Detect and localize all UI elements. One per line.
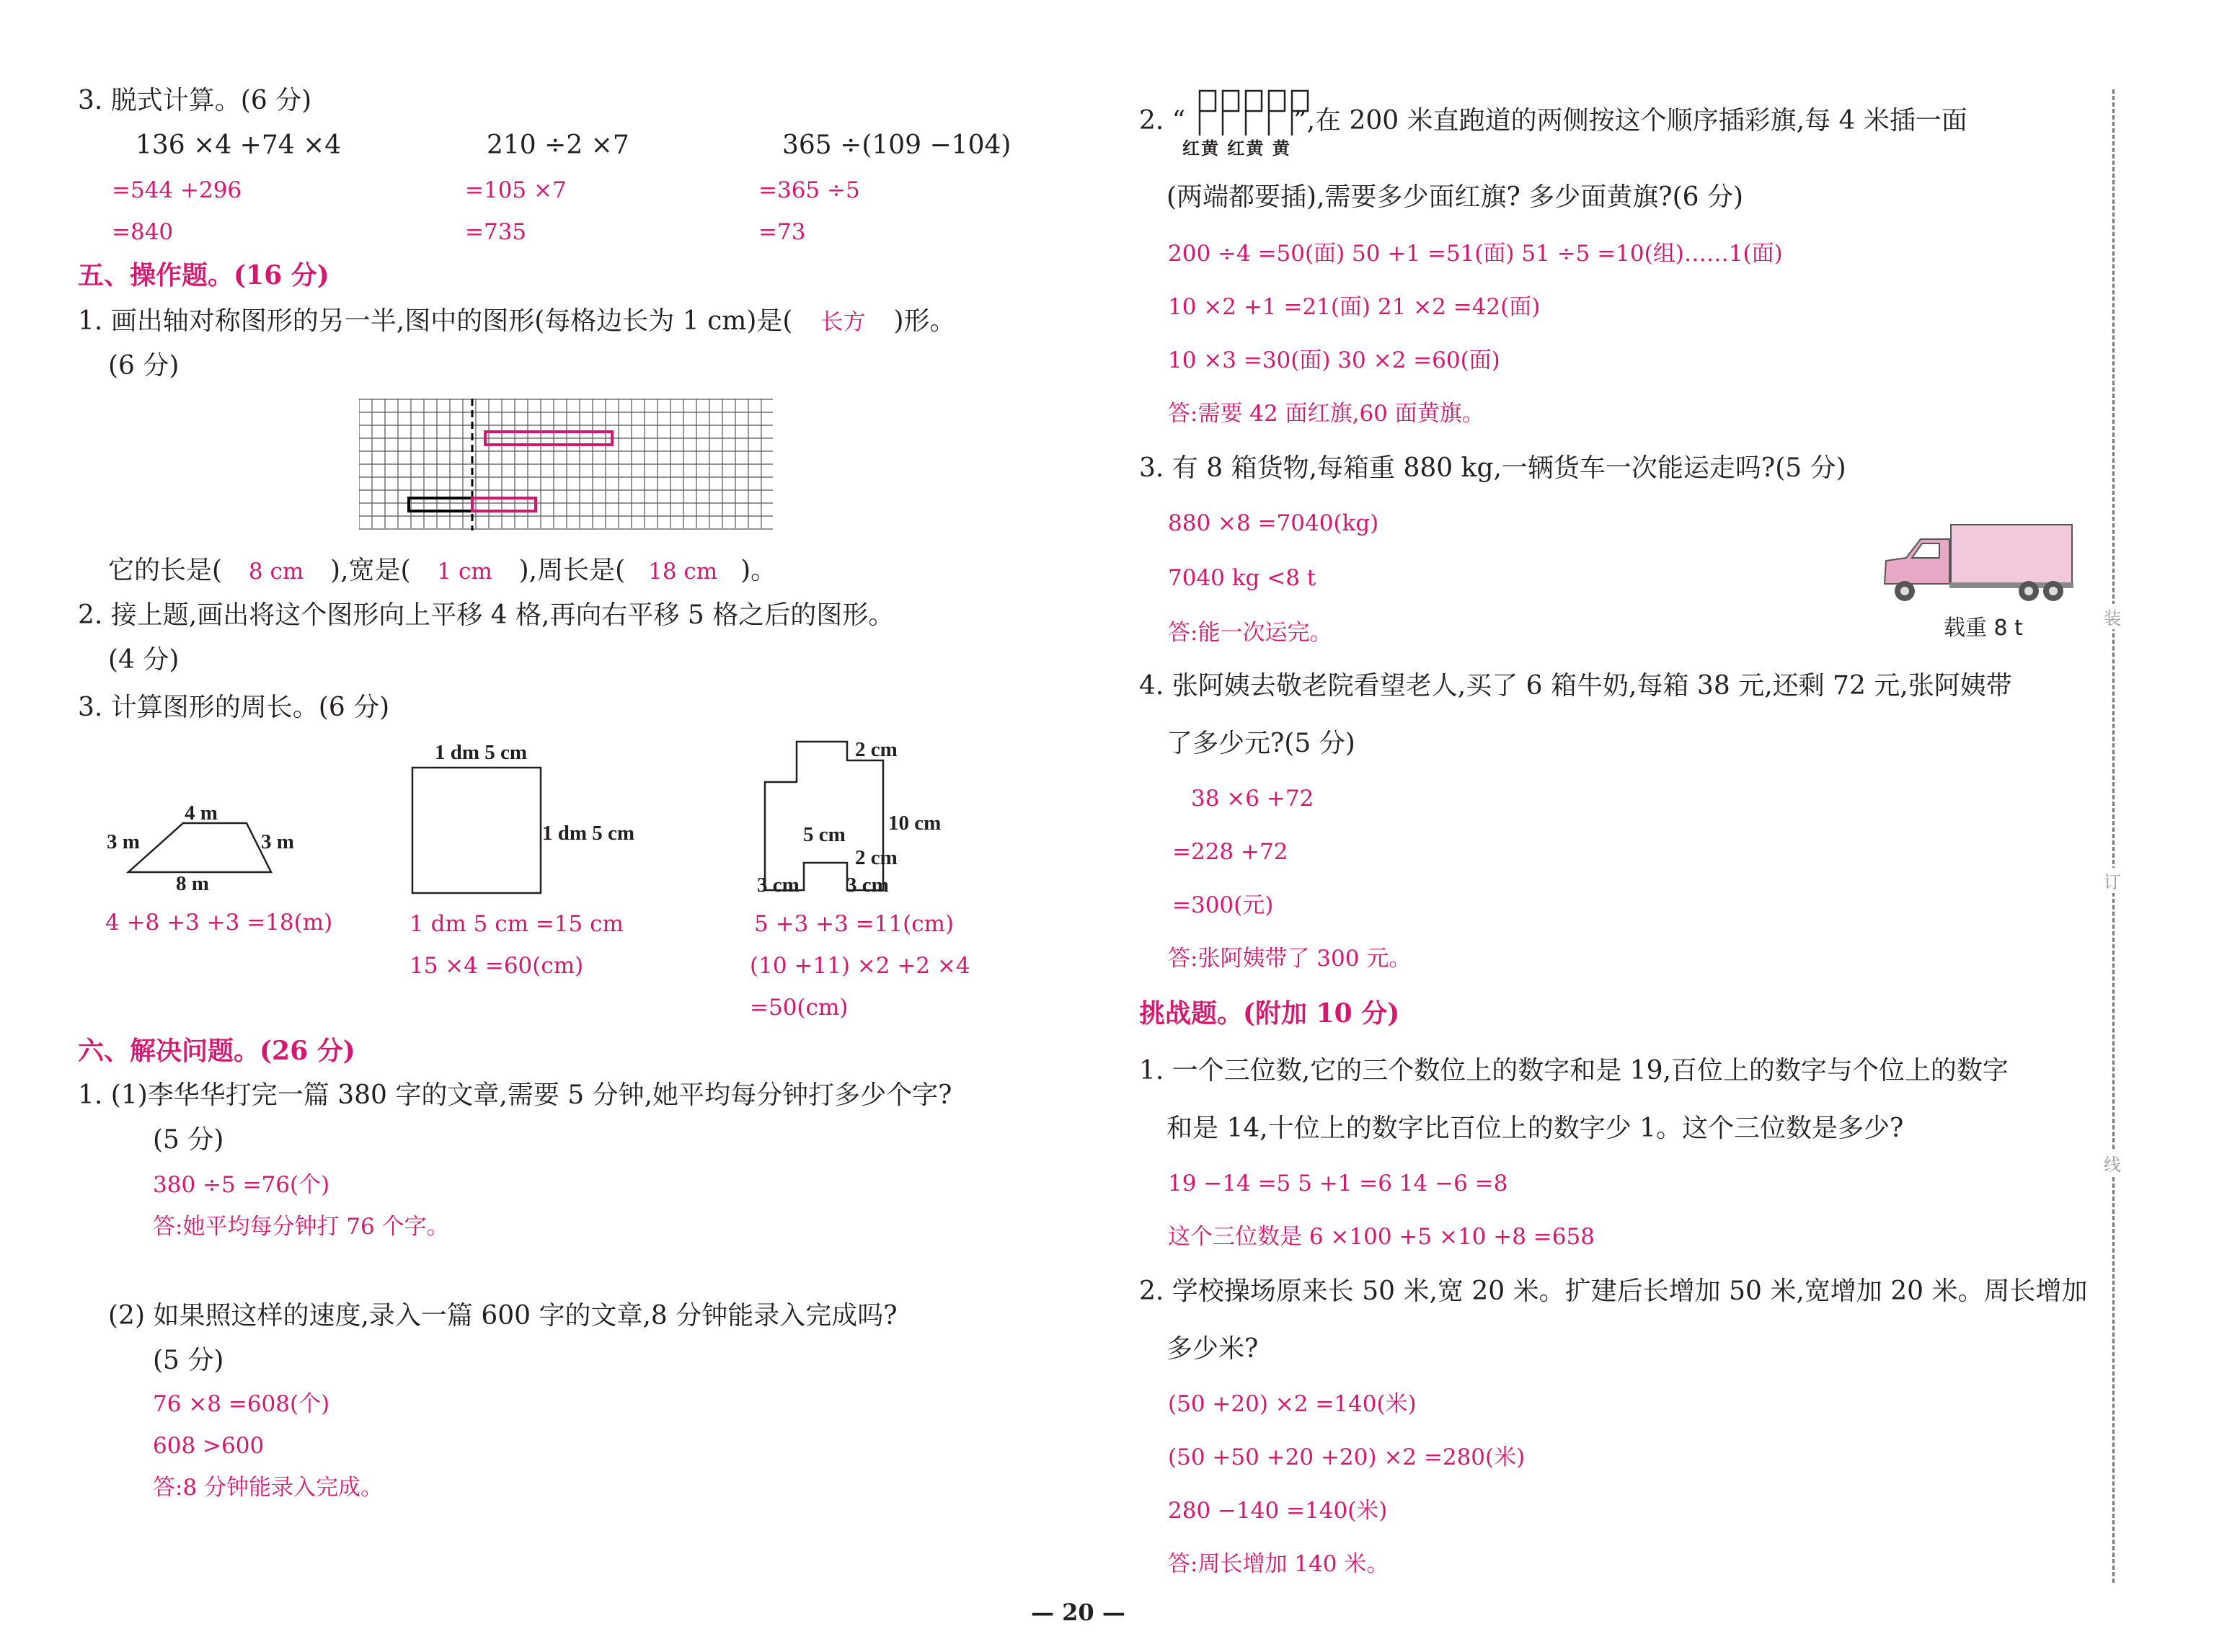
right-q2-ans-4: 答:需要 42 面红旗,60 面黄旗。	[1168, 401, 1484, 427]
step-2a: =105 ×7	[465, 177, 567, 203]
solve-q1b-ans-2: 608 >600	[153, 1433, 265, 1459]
mirrored-half-rect	[472, 498, 536, 511]
dims-width-label: ),宽是(	[330, 556, 411, 585]
square-right-label: 1 dm 5 cm	[542, 822, 635, 845]
op-q1-score: (6 分)	[108, 351, 180, 381]
right-q4-ans-2: =228 +72	[1172, 839, 1288, 865]
challenge-q2-ans-3: 280 −140 =140(米)	[1168, 1498, 1388, 1524]
trap-answer: 4 +8 +3 +3 =18(m)	[105, 910, 333, 936]
section-6-title: 六、解决问题。(26 分)	[78, 1036, 355, 1066]
right-q4-ans-4: 答:张阿姨带了 300 元。	[1168, 946, 1412, 972]
challenge-q1-ans-1: 19 −14 =5 5 +1 =6 14 −6 =8	[1168, 1171, 1508, 1196]
op-q1-line	[78, 306, 956, 338]
poly-top-label: 2 cm	[855, 738, 898, 761]
right-q2-ans-3: 10 ×3 =30(面) 30 ×2 =60(面)	[1168, 347, 1500, 373]
poly-mid-label: 5 cm	[803, 823, 846, 846]
binding-char-1: 装	[2104, 604, 2121, 629]
solve-q1a-ans-2: 答:她平均每分钟打 76 个字。	[153, 1214, 449, 1240]
right-q4-ans-1: 38 ×6 +72	[1191, 786, 1314, 812]
dims-end: )。	[740, 556, 777, 585]
challenge-title: 挑战题。(附加 10 分)	[1139, 998, 1400, 1029]
op-q1-text: 1. 画出轴对称图形的另一半,图中的图形(每格边长为 1 cm)是(	[78, 306, 793, 336]
solve-q1b-text: (2) 如果照这样的速度,录入一篇 600 字的文章,8 分钟能录入完成吗?	[108, 1301, 898, 1331]
trap-left-label: 3 m	[107, 830, 140, 853]
challenge-q1-text-b: 和是 14,十位上的数字比百位上的数字少 1。这个三位数是多少?	[1166, 1114, 1904, 1143]
binding-char-2: 订	[2104, 868, 2121, 893]
square-top-label: 1 dm 5 cm	[435, 741, 528, 764]
blank-width: 1 cm	[437, 559, 492, 585]
op-q1-dims	[108, 555, 776, 587]
flags-label: 红黄 红黄 黄	[1182, 138, 1291, 159]
blank-perimeter: 18 cm	[648, 559, 718, 585]
poly-answer-1: 5 +3 +3 =11(cm)	[754, 911, 955, 937]
step-1b: =840	[112, 219, 174, 245]
challenge-q1-text-a: 1. 一个三位数,它的三个数位上的数字和是 19,百位上的数字与个位上的数字	[1139, 1056, 2009, 1085]
poly-bl-label: 3 cm	[757, 874, 800, 897]
right-q3-ans-3: 答:能一次运完。	[1168, 620, 1332, 646]
right-q4-text-a: 4. 张阿姨去敬老院看望老人,买了 6 箱牛奶,每箱 38 元,还剩 72 元,张阿姨带	[1139, 671, 2012, 701]
symmetry-grid	[359, 399, 773, 530]
challenge-q2-ans-2: (50 +50 +20 +20) ×2 =280(米)	[1168, 1444, 1526, 1470]
binding-char-3: 线	[2104, 1150, 2121, 1176]
poly-right-label: 10 cm	[888, 812, 942, 835]
trap-bottom-label: 8 m	[176, 872, 209, 895]
step-3b: =73	[758, 219, 806, 245]
solve-q1b-score: (5 分)	[153, 1346, 224, 1375]
right-q3-ans-1: 880 ×8 =7040(kg)	[1168, 510, 1379, 536]
dims-length-label: 它的长是(	[108, 556, 223, 585]
step-3a: =365 ÷5	[758, 177, 860, 203]
step-1a: =544 +296	[112, 177, 242, 203]
step-2b: =735	[465, 219, 527, 245]
square-answer-1: 1 dm 5 cm =15 cm	[409, 911, 624, 937]
right-q2-pre: 2. “	[1139, 106, 1186, 136]
op-q2-score: (4 分)	[108, 645, 180, 675]
left-q3-title: 3. 脱式计算。(6 分)	[78, 86, 312, 115]
solve-q1b-ans-1: 76 ×8 =608(个)	[153, 1391, 330, 1417]
poly-answer-2: (10 +11) ×2 +2 ×4	[750, 953, 970, 979]
right-q2-ans-2: 10 ×2 +1 =21(面) 21 ×2 =42(面)	[1168, 294, 1541, 320]
dims-perimeter-label: ),周长是(	[518, 556, 626, 585]
binding-dashed-line	[2112, 89, 2115, 1583]
right-q2-text-b: (两端都要插),需要多少面红旗? 多少面黄旗?(6 分)	[1166, 182, 1744, 212]
solve-q1a-ans-1: 380 ÷5 =76(个)	[153, 1172, 330, 1198]
op-q2-text: 2. 接上题,画出将这个图形向上平移 4 格,再向右平移 5 格之后的图形。	[78, 600, 895, 630]
blank-length: 8 cm	[248, 559, 304, 585]
trap-top-label: 4 m	[185, 801, 218, 825]
square-figure	[411, 766, 544, 896]
flags-icon	[1197, 85, 1312, 136]
trap-right-label: 3 m	[261, 830, 294, 853]
expr-1: 136 ×4 +74 ×4	[136, 130, 342, 160]
right-q3-text: 3. 有 8 箱货物,每箱重 880 kg,一辆货车一次能运走吗?(5 分)	[1139, 453, 1846, 483]
right-q3-ans-2: 7040 kg <8 t	[1168, 565, 1316, 591]
solve-q1a-text: 1. (1)李华华打完一篇 380 字的文章,需要 5 分钟,她平均每分钟打多少个字?	[78, 1080, 952, 1110]
challenge-q2-ans-1: (50 +20) ×2 =140(米)	[1168, 1391, 1417, 1417]
solve-q1a-score: (5 分)	[153, 1125, 224, 1155]
truck-icon	[1880, 520, 2079, 607]
page-number: — 20 —	[1031, 1599, 1125, 1626]
op-q1-blank-shape: 长方	[820, 309, 866, 335]
expr-3: 365 ÷(109 −104)	[782, 130, 1011, 160]
expr-2: 210 ÷2 ×7	[487, 130, 629, 160]
section-5-title: 五、操作题。(16 分)	[78, 260, 329, 290]
challenge-q1-ans-2: 这个三位数是 6 ×100 +5 ×10 +8 =658	[1168, 1224, 1595, 1250]
poly-notch-label: 2 cm	[855, 846, 898, 869]
square-answer-2: 15 ×4 =60(cm)	[409, 953, 584, 979]
challenge-q2-text-a: 2. 学校操场原来长 50 米,宽 20 米。扩建后长增加 50 米,宽增加 20 米。周长增加	[1139, 1276, 2088, 1306]
right-q4-ans-3: =300(元)	[1172, 892, 1274, 918]
right-q2-text-a: ”,在 200 米直跑道的两侧按这个顺序插彩旗,每 4 米插一面	[1293, 106, 1967, 136]
truck-label: 载重 8 t	[1944, 616, 2023, 641]
right-q2-ans-1: 200 ÷4 =50(面) 50 +1 =51(面) 51 ÷5 =10(组)……1(面)	[1168, 241, 1783, 267]
polygon-figure	[761, 739, 890, 894]
op-q1-text-end: )形。	[893, 306, 956, 336]
challenge-q2-ans-4: 答:周长增加 140 米。	[1168, 1551, 1389, 1577]
right-q4-text-b: 了多少元?(5 分)	[1166, 729, 1355, 758]
poly-answer-3: =50(cm)	[750, 995, 849, 1021]
op-q3-title: 3. 计算图形的周长。(6 分)	[78, 693, 390, 722]
challenge-q2-text-b: 多少米?	[1166, 1334, 1259, 1364]
poly-br-label: 3 cm	[846, 874, 889, 897]
solve-q1b-ans-3: 答:8 分钟能录入完成。	[153, 1475, 384, 1501]
